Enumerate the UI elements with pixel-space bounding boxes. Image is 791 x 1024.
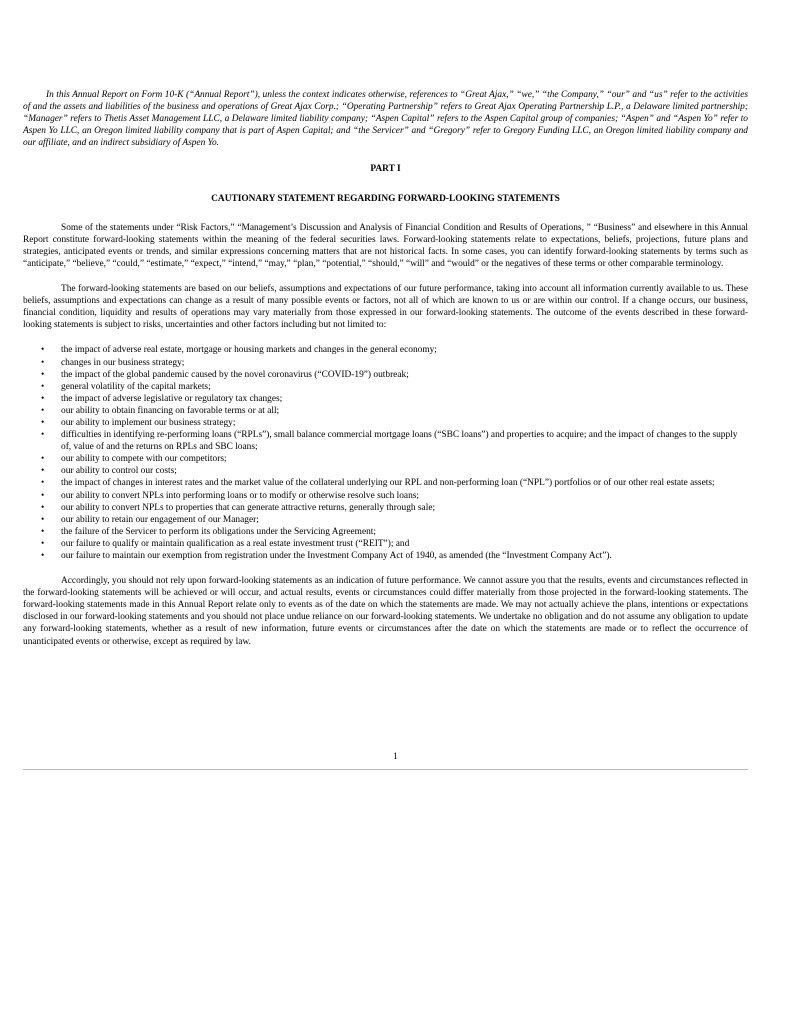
page-number: 1 [393,752,398,762]
list-item: • our failure to qualify or maintain qualification as a real estate investment trust (“REIT”); and [23,538,748,550]
list-item: • our ability to compete with our competitors; [23,453,748,465]
body-paragraph-1: Some of the statements under “Risk Factors,” “Management’s Discussion and Analysis of Financial Condition and Results of Operations, ” “Business” and elsewhere in this Annual Report constitute forward-looking statements within the meaning of the federal securities laws. Forward-looking statements relate to expectations, beliefs, projections, future plans and strategies, anticipated events or trends, and similar expressions concerning matters that are not historical facts. In some cases, you can identify forward-looking statements by terms such as “anticipate,” “believe,” “could,” “estimate,” “expect,” “intend,” “may,” “plan,” “potential,” “should,” “will” and “would” or the negatives of these terms or other comparable terminology. [23,222,748,269]
list-item: • difficulties in identifying re-performing loans (“RPLs”), small balance commercial mortgage loans (“SBC loans”) and properties to acquire; and the impact of changes to the supply of, value of and the returns on RPLs and SBC loans; [23,429,748,453]
part-heading: PART I [370,164,401,175]
risk-factor-list [23,344,748,562]
body-paragraph-3: Accordingly, you should not rely upon forward-looking statements as an indication of future performance. We cannot assure you that the results, events and circumstances reflected in the forward-looking statements will be achieved or will occur, and actual results, events or circumstances could differ materially from those projected in the forward-looking statements. The forward-looking statements made in this Annual Report relate only to events as of the date on which the statements are made. We may not actually achieve the plans, intentions or expectations disclosed in our forward-looking statements and you should not place undue reliance on our forward-looking statements. We undertake no obligation and do not assume any obligation to update any forward-looking statements, whether as a result of new information, future events or circumstances after the date on which the statements are made or to reflect the occurrence of unanticipated events or otherwise, except as required by law. [23,576,748,647]
list-item: • the impact of the global pandemic caused by the novel coronavirus (“COVID-19”) outbreak; [23,369,748,381]
list-item: • our ability to control our costs; [23,465,748,477]
intro-paragraph: In this Annual Report on Form 10-K (“Annual Report”), unless the context indicates otherwise, references to “Great Ajax,” “we,” “the Company,” “our” and “us” refer to the activities of and the assets and liabilities of the business and operations of Great Ajax Corp.; “Operating Partnership” refers to Great Ajax Operating Partnership L.P., a Delaware limited partnership; “Manager” refers to Thetis Asset Management LLC, a Delaware limited liability company; “Aspen Capital” refers to the Aspen Capital group of companies; “Aspen” and “Aspen Yo” refer to Aspen Yo LLC, an Oregon limited liability company that is part of Aspen Capital; and “the Servicer” and “Gregory” refer to Gregory Funding LLC, an Oregon limited liability company and our affiliate, and an indirect subsidiary of Aspen Yo. [23,90,748,149]
body-paragraph-2: The forward-looking statements are based on our beliefs, assumptions and expectations of our future performance, taking into account all information currently available to us. These beliefs, assumptions and expectations can change as a result of many possible events or factors, not all of which are known to us or are within our control. If a change occurs, our business, financial condition, liquidity and results of operations may vary materially from those expressed in our forward-looking statements. The outcome of the events described in these forward-looking statements is subject to risks, uncertainties and other factors including but not limited to: [23,284,748,331]
list-item: • the impact of adverse legislative or regulatory tax changes; [23,393,748,405]
list-item: • the failure of the Servicer to perform its obligations under the Servicing Agreement; [23,526,748,538]
list-item: • the impact of adverse real estate, mortgage or housing markets and changes in the general economy; [23,344,748,356]
list-item: • general volatility of the capital markets; [23,381,748,393]
list-item: • our ability to implement our business strategy; [23,417,748,429]
list-item: • our ability to convert NPLs into performing loans or to modify or otherwise resolve such loans; [23,490,748,502]
document-page [23,89,748,661]
list-item: • changes in our business strategy; [23,357,748,369]
list-item: • our ability to obtain financing on favorable terms or at all; [23,405,748,417]
list-item: • the impact of changes in interest rates and the market value of the collateral underlying our RPL and non-performing loan (“NPL”) portfolios or of our other real estate assets; [23,477,748,489]
list-item: • our ability to retain our engagement of our Manager; [23,514,748,526]
section-heading: CAUTIONARY STATEMENT REGARDING FORWARD-LOOKING STATEMENTS [211,193,560,204]
footer-divider [23,769,748,770]
list-item: • our ability to convert NPLs to properties that can generate attractive returns, generally through sale; [23,502,748,514]
list-item: • our failure to maintain our exemption from registration under the Investment Company Act of 1940, as amended (the “Investment Company Act”). [23,550,748,562]
